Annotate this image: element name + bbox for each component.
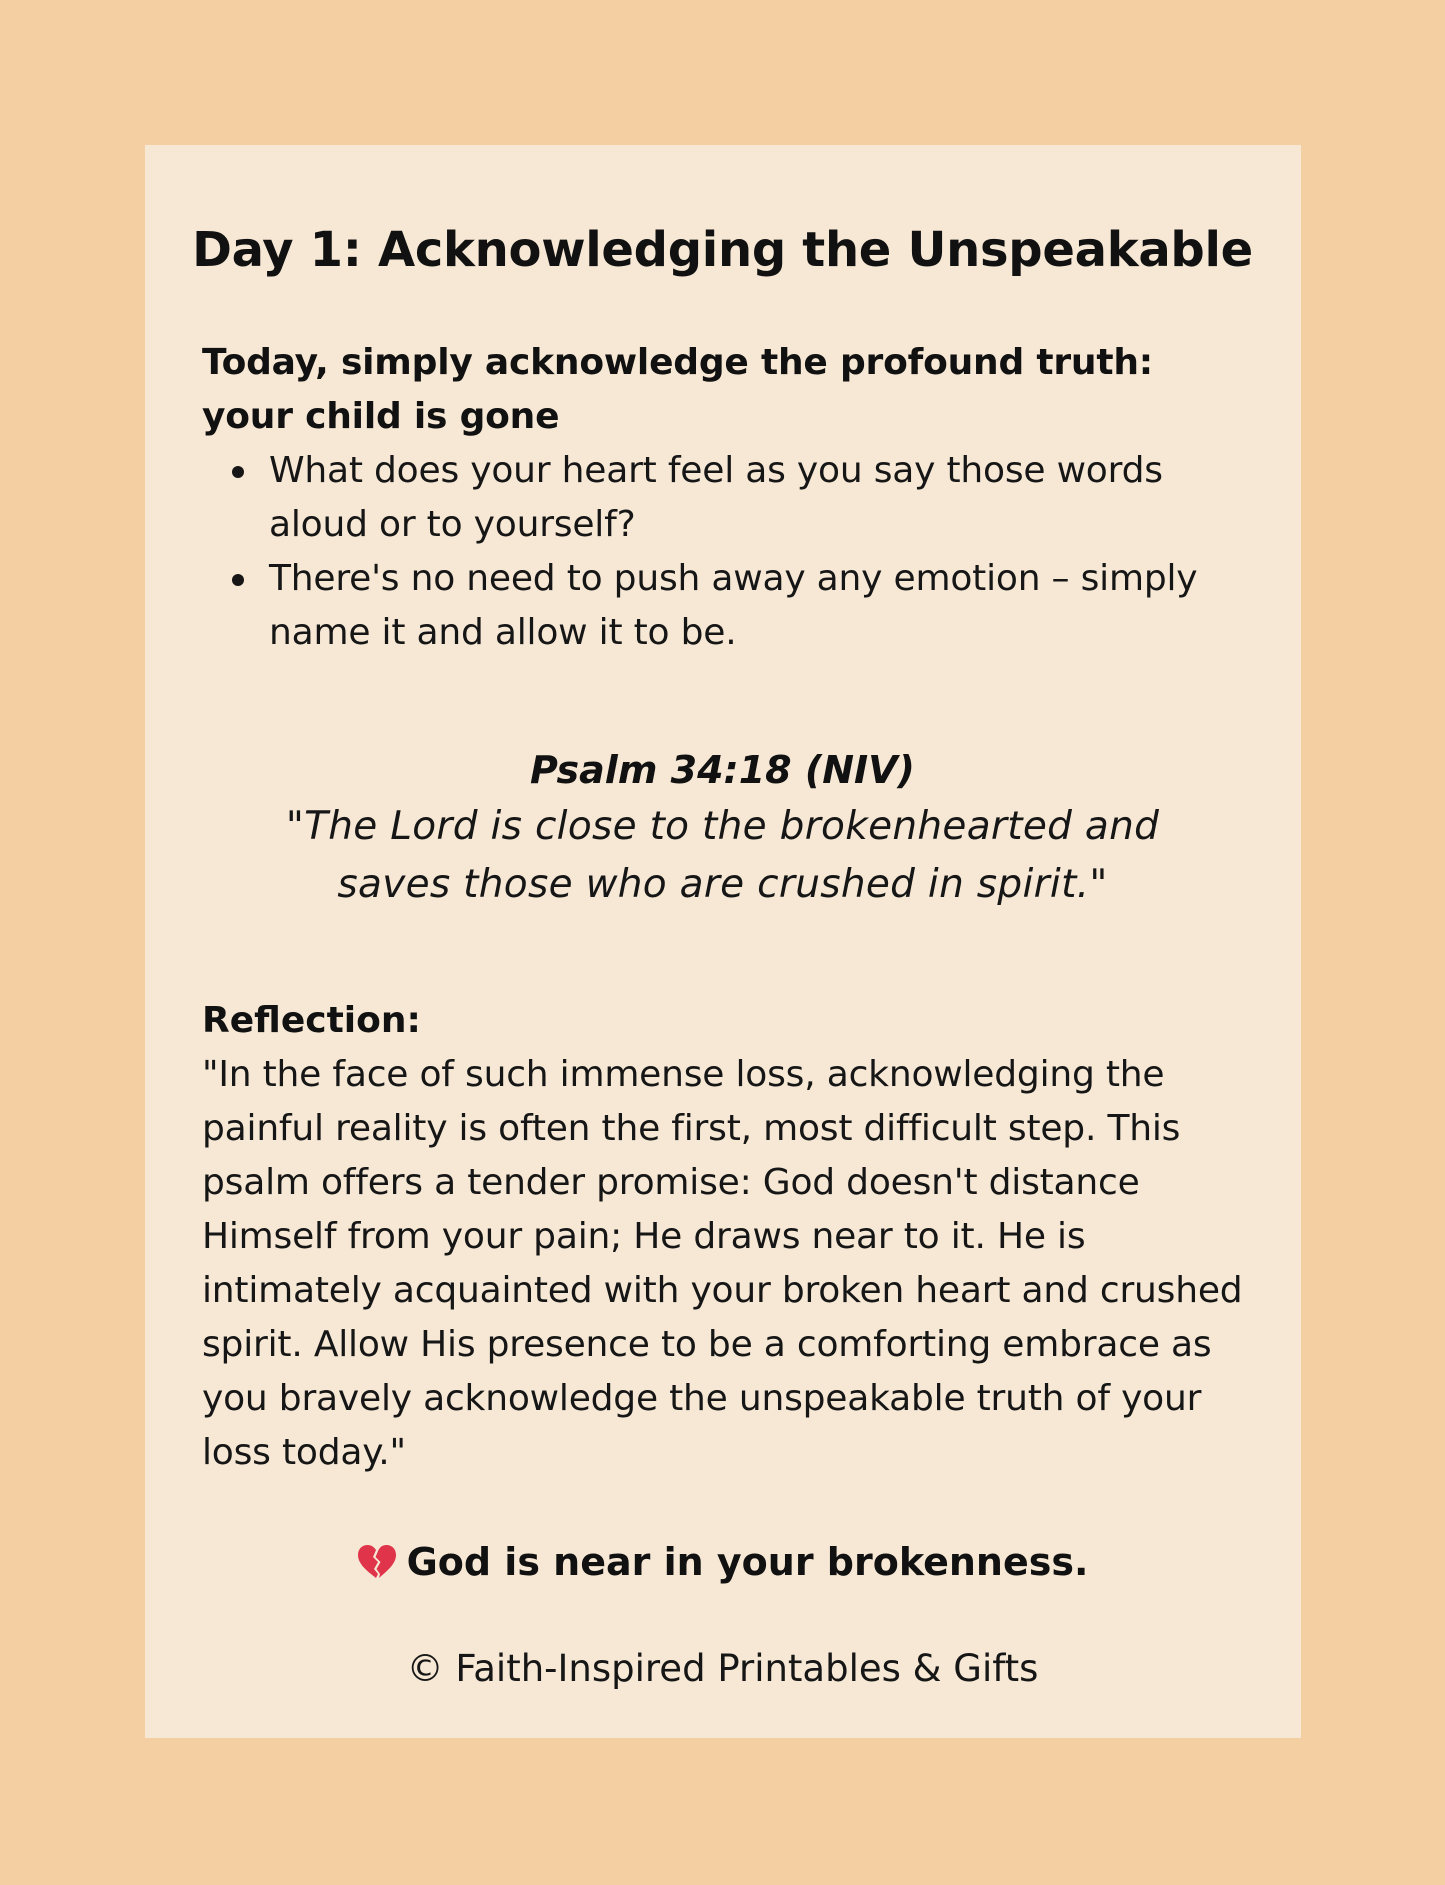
closing-line xyxy=(0,1534,1445,1590)
list-item xyxy=(202,552,1242,660)
verse-reference: Psalm 34:18 (NIV) xyxy=(530,748,915,792)
broken-heart-icon xyxy=(357,1539,397,1575)
closing-text: God is near in your brokenness. xyxy=(406,1540,1089,1584)
bullet-icon xyxy=(232,466,244,478)
list-item xyxy=(202,444,1242,552)
prompt-list xyxy=(202,444,1242,660)
copyright-footer: © Faith-Inspired Printables & Gifts xyxy=(406,1647,1039,1690)
list-item-text: There's no need to push away any emotion – simply name it and allow it to be. xyxy=(269,558,1198,653)
bullet-icon xyxy=(232,574,244,586)
page-title: Day 1: Acknowledging the Unspeakable xyxy=(192,222,1253,278)
list-item-text: What does your heart feel as you say those words aloud or to yourself? xyxy=(269,450,1163,545)
intro-prompt: Today, simply acknowledge the profound truth: your child is gone xyxy=(202,342,1153,437)
verse-quote: "The Lord is close to the brokenhearted and saves those who are crushed in spirit." xyxy=(285,804,1160,907)
reflection-heading: Reflection: xyxy=(202,1000,421,1041)
reflection-text: "In the face of such immense loss, acknowledging the painful reality is often the first, most difficult step. This psalm offers a tender promise: God doesn't distance Himself from your pain; He draws near to it. He is intimately acquainted with your broken heart and crushed spirit. Allow His presence to be a comforting embrace as you bravely acknowledge the unspeakable truth of your loss today." xyxy=(202,1054,1243,1473)
